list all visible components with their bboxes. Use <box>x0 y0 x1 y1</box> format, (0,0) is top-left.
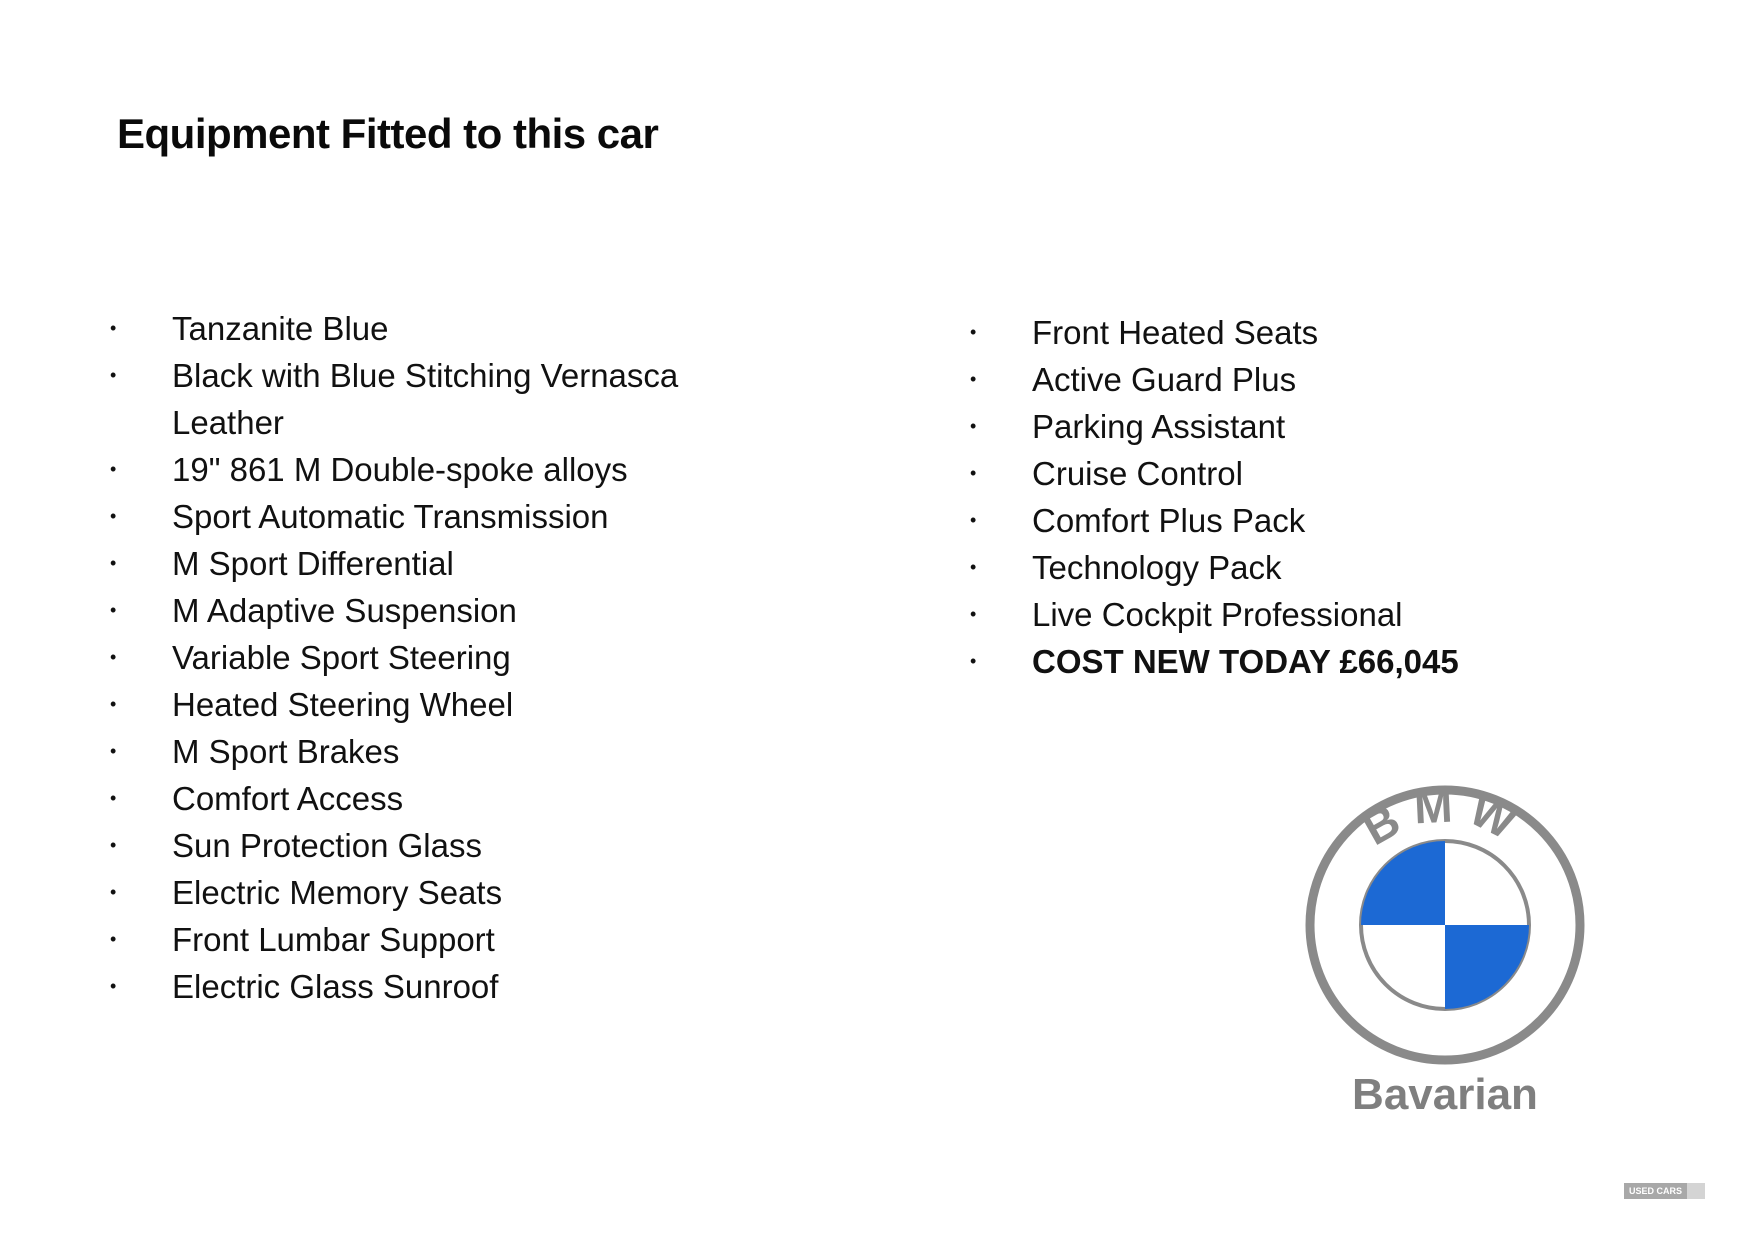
list-item <box>968 591 1608 638</box>
equipment-label: Technology Pack <box>1032 549 1282 586</box>
cost-new-label: COST NEW TODAY £66,045 <box>1032 643 1459 680</box>
list-item <box>108 352 748 446</box>
bullet-icon: • <box>970 651 977 671</box>
watermark-box <box>1687 1183 1705 1199</box>
equipment-list-left <box>108 305 748 1010</box>
bullet-icon: • <box>970 369 977 389</box>
list-item <box>968 544 1608 591</box>
bmw-bavarian-logo <box>1300 780 1600 1120</box>
watermark-text: USED CARS <box>1624 1183 1687 1199</box>
equipment-list-right <box>968 309 1608 685</box>
bullet-icon: • <box>110 506 117 526</box>
list-item-cost <box>968 638 1608 685</box>
list-item <box>968 497 1608 544</box>
logo-caption: Bavarian <box>1352 1070 1538 1119</box>
bullet-icon: • <box>970 416 977 436</box>
list-item <box>108 681 748 728</box>
equipment-label: Cruise Control <box>1032 455 1243 492</box>
list-item <box>968 450 1608 497</box>
list-item <box>108 963 748 1010</box>
list-item <box>108 822 748 869</box>
bullet-icon: • <box>110 976 117 996</box>
bullet-icon: • <box>970 322 977 342</box>
bullet-icon: • <box>110 835 117 855</box>
equipment-label: Parking Assistant <box>1032 408 1286 445</box>
bullet-icon: • <box>110 647 117 667</box>
equipment-label: Comfort Access <box>172 780 404 817</box>
bullet-icon: • <box>970 510 977 530</box>
emblem-letters: BMW <box>1354 780 1535 856</box>
list-item <box>108 540 748 587</box>
list-item <box>968 356 1608 403</box>
equipment-label: Tanzanite Blue <box>172 310 389 347</box>
equipment-label: M Adaptive Suspension <box>172 592 517 629</box>
list-item <box>108 305 748 352</box>
bullet-icon: • <box>970 463 977 483</box>
equipment-label: 19" 861 M Double-spoke alloys <box>172 451 628 488</box>
page-title: Equipment Fitted to this car <box>117 110 659 157</box>
bullet-icon: • <box>110 459 117 479</box>
bullet-icon: • <box>110 788 117 808</box>
used-cars-watermark <box>1624 1183 1705 1199</box>
equipment-label: Live Cockpit Professional <box>1032 596 1403 633</box>
list-item <box>108 916 748 963</box>
equipment-label: Comfort Plus Pack <box>1032 502 1306 539</box>
bullet-icon: • <box>970 557 977 577</box>
bmw-roundel-icon <box>1300 780 1590 1070</box>
list-item <box>968 403 1608 450</box>
list-item <box>108 775 748 822</box>
list-item <box>108 728 748 775</box>
bullet-icon: • <box>110 365 117 385</box>
bullet-icon: • <box>110 882 117 902</box>
list-item <box>108 587 748 634</box>
list-item <box>108 869 748 916</box>
equipment-label: M Sport Differential <box>172 545 454 582</box>
equipment-label: Variable Sport Steering <box>172 639 511 676</box>
bullet-icon: • <box>970 604 977 624</box>
list-item <box>968 309 1608 356</box>
bullet-icon: • <box>110 553 117 573</box>
bullet-icon: • <box>110 600 117 620</box>
equipment-label: Sport Automatic Transmission <box>172 498 609 535</box>
equipment-label: Electric Memory Seats <box>172 874 503 911</box>
list-item <box>108 493 748 540</box>
equipment-label: Front Lumbar Support <box>172 921 495 958</box>
list-item <box>108 446 748 493</box>
bullet-icon: • <box>110 929 117 949</box>
equipment-label: Electric Glass Sunroof <box>172 968 499 1005</box>
equipment-label: Active Guard Plus <box>1032 361 1297 398</box>
list-item <box>108 634 748 681</box>
equipment-label: Heated Steering Wheel <box>172 686 514 723</box>
equipment-label: Front Heated Seats <box>1032 314 1319 351</box>
equipment-label: Sun Protection Glass <box>172 827 482 864</box>
bullet-icon: • <box>110 694 117 714</box>
equipment-label: Black with Blue Stitching Vernasca Leather <box>172 357 679 441</box>
bullet-icon: • <box>110 318 117 338</box>
bullet-icon: • <box>110 741 117 761</box>
equipment-label: M Sport Brakes <box>172 733 400 770</box>
